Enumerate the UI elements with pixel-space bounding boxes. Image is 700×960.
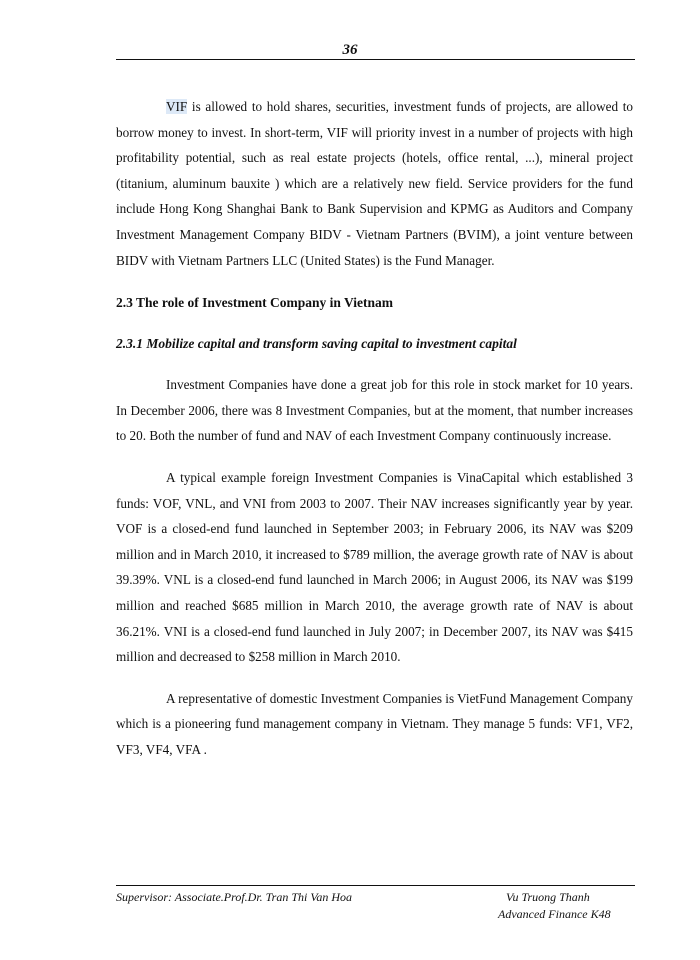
footer-supervisor: Supervisor: Associate.Prof.Dr. Tran Thi Van Hoa: [116, 890, 353, 904]
paragraph-vif-text: is allowed to hold shares, securities, investment funds of projects, are allowed to borrow money to invest. In short-term, VIF will priority invest in a number of projects with high profitability potential, such as real estate projects (hotels, office rental, ...), mineral project (titanium, aluminum bauxite ) which are a relatively new field. Service providers for the fund include Hong Kong Shanghai Bank to Bank Supervision and KPMG as Auditors and Company Investment Management Company BIDV - Vietnam Partners (BVIM), a joint venture between BIDV with Vietnam Partners LLC (United States) is the Fund Manager.: [116, 99, 633, 268]
paragraph-investment-companies: Investment Companies have done a great job for this role in stock market for 10 years. In December 2006, there was 8 Investment Companies, but at the moment, that number increases to 20. Both the number of fund and NAV of each Investment Company continuously increase.: [116, 377, 633, 444]
header-rule: [116, 59, 635, 60]
paragraph-vif: [116, 94, 633, 273]
paragraph-vietfund: A representative of domestic Investment Companies is VietFund Management Company which is a pioneering fund management company in Vietnam. They manage 5 funds: VF1, VF2, VF3, VF4, VFA .: [116, 690, 633, 757]
highlighted-vif: VIF: [166, 99, 188, 114]
page-body: [116, 94, 633, 762]
footer-author-block: [498, 889, 611, 923]
section-heading-2-3: 2.3 The role of Investment Company in Vietnam: [116, 295, 394, 311]
page-number: 36: [342, 42, 358, 58]
paragraph-vinacapital: A typical example foreign Investment Companies is VinaCapital which established 3 funds: VOF, VNL, and VNI from 2003 to 2007. Their NAV increases significantly year by year. VOF is a closed-end fund launched in September 2003; in February 2006, its NAV was $209 million and in March 2010, it increased to $789 million, the average growth rate of NAV is about 39.39%. VNL is a closed-end fund launched in March 2006; in August 2006, its NAV was $199 million and reached $685 million in March 2010, the average growth rate of NAV is about 36.21%. VNI is a closed-end fund launched in July 2007; in December 2007, its NAV was $415 million and decreased to $258 million in March 2010.: [116, 469, 633, 665]
subsection-heading-2-3-1: 2.3.1 Mobilize capital and transform saving capital to investment capital: [116, 336, 517, 352]
footer-author: Vu Truong Thanh: [506, 890, 590, 904]
footer-program: Advanced Finance K48: [498, 907, 611, 921]
footer-rule: [116, 885, 635, 886]
